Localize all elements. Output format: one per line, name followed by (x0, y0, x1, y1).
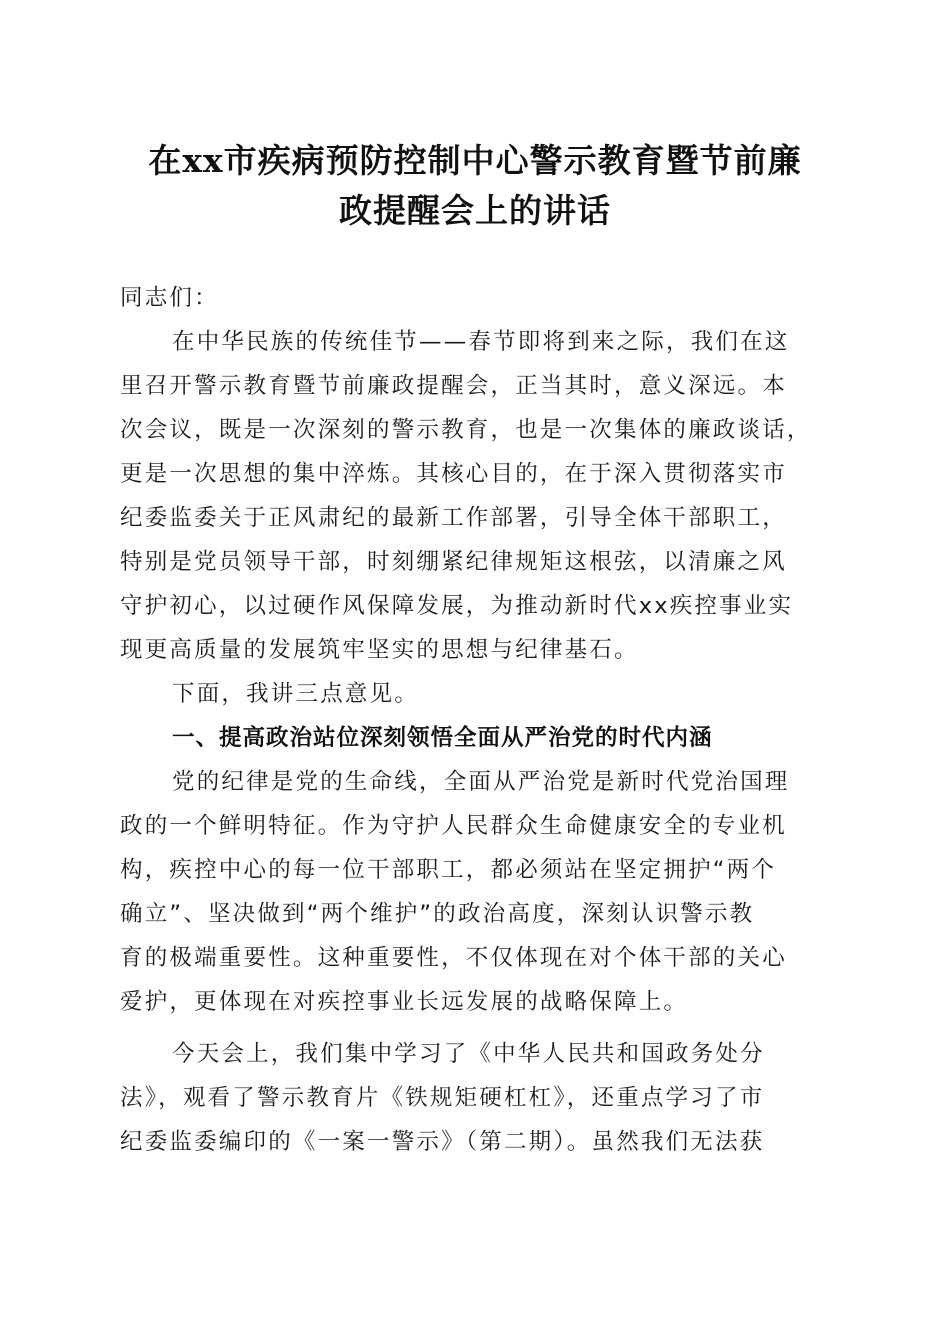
paragraph-1-line-1: 在中华民族的传统佳节——春节即将到来之际，我们在这 (172, 329, 790, 355)
paragraph-1-line-8: 现更高质量的发展筑牢坚实的思想与纪律基石。 (120, 637, 639, 663)
paragraph-3-line-4: 确立”、坚决做到“两个维护”的政治高度，深刻认识警示教 (120, 901, 755, 927)
paragraph-1-line-6: 特别是党员领导干部，时刻绷紧纪律规矩这根弦，以清廉之风 (120, 549, 787, 575)
paragraph-4-line-1: 今天会上，我们集中学习了《中华人民共和国政务处分 (172, 1041, 765, 1067)
paragraph-3-line-1: 党的纪律是党的生命线，全面从严治党是新时代党治国理 (172, 769, 790, 795)
paragraph-1-line-3: 次会议，既是一次深刻的警示教育，也是一次集体的廉政谈话， (120, 417, 812, 443)
document-title-line-2: 政提醒会上的讲话 (339, 191, 611, 230)
salutation: 同志们： (120, 285, 219, 311)
paragraph-4-line-3: 纪委监委编印的《一案一警示》（第二期）。虽然我们无法获 (120, 1129, 765, 1155)
paragraph-3-line-2: 政的一个鲜明特征。作为守护人民群众生命健康安全的专业机 (120, 813, 787, 839)
paragraph-1-line-7: 守护初心，以过硬作风保障发展，为推动新时代xx疾控事业实 (120, 593, 794, 619)
paragraph-3-line-6: 爱护，更体现在对疾控事业长远发展的战略保障上。 (120, 989, 689, 1015)
document-title-line-1: 在xx市疾病预防控制中心警示教育暨节前廉 (148, 141, 802, 180)
paragraph-3-line-3: 构，疾控中心的每一位干部职工，都必须站在坚定拥护“两个 (120, 857, 777, 883)
paragraph-3-line-5: 育的极端重要性。这种重要性，不仅体现在对个体干部的关心 (120, 945, 787, 971)
paragraph-4-line-2: 法》，观看了警示教育片《铁规矩硬杠杠》，还重点学习了市 (120, 1085, 765, 1111)
paragraph-2: 下面，我讲三点意见。 (172, 681, 420, 707)
paragraph-1-line-5: 纪委监委关于正风肃纪的最新工作部署，引导全体干部职工， (120, 505, 787, 531)
paragraph-1-line-4: 更是一次思想的集中淬炼。其核心目的，在于深入贯彻落实市 (120, 461, 787, 487)
section-1-heading: 一、提高政治站位深刻领悟全面从严治党的时代内涵 (172, 725, 713, 751)
paragraph-1-line-2: 里召开警示教育暨节前廉政提醒会，正当其时，意义深远。本 (120, 373, 787, 399)
